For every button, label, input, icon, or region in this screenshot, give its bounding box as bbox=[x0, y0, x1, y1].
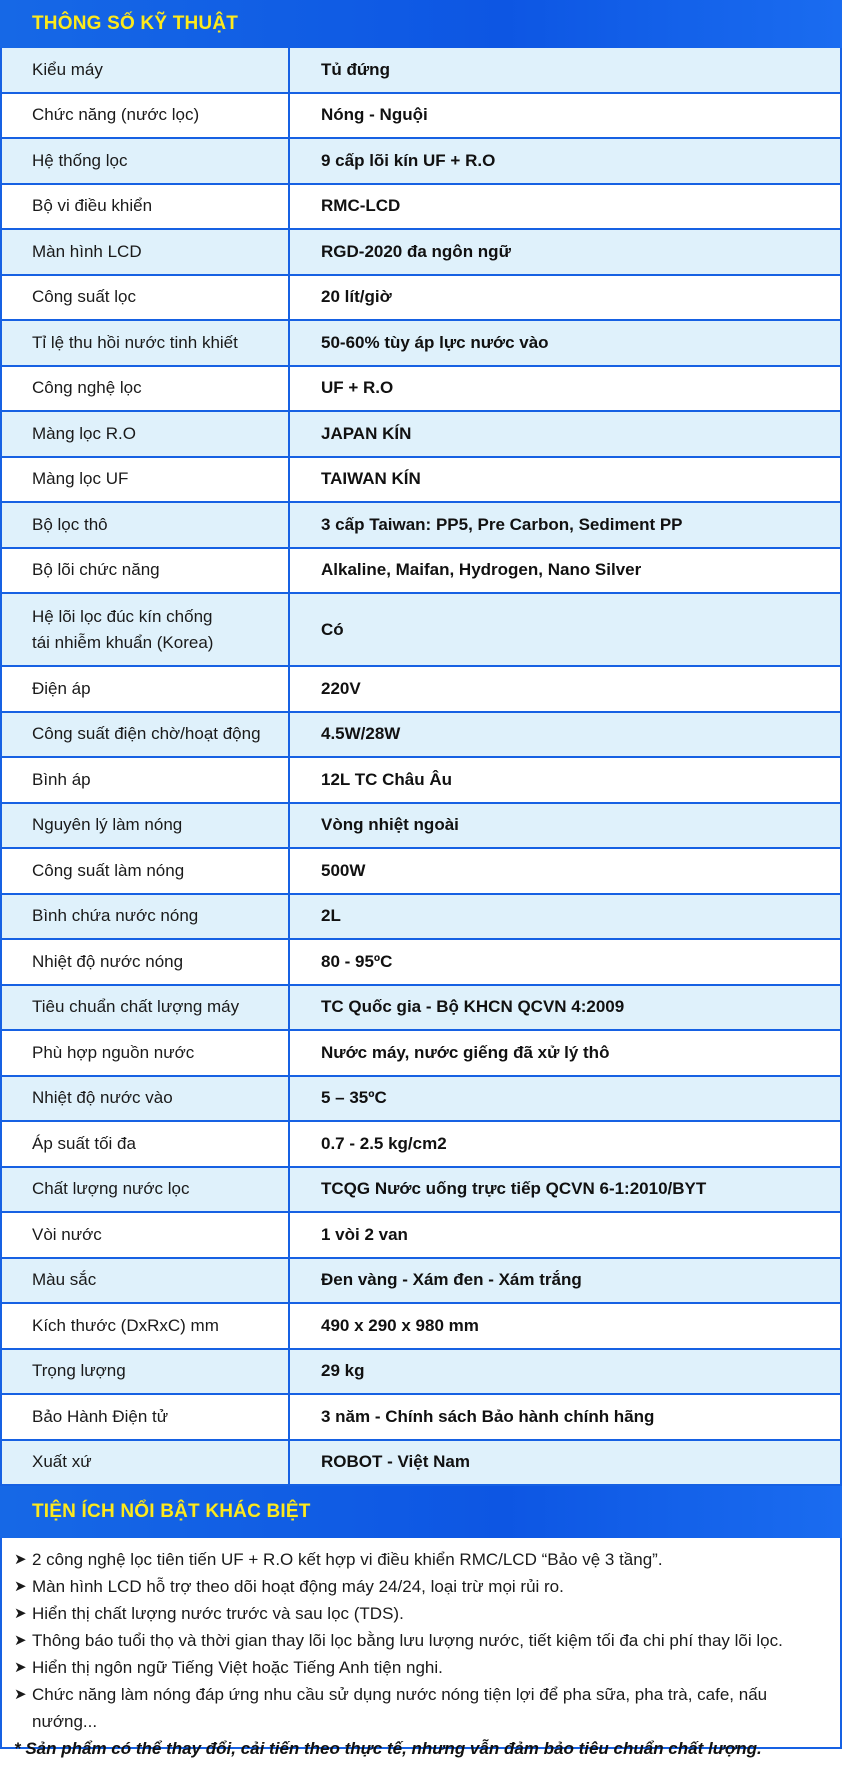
spec-label: Màng lọc R.O bbox=[2, 412, 290, 456]
spec-value: TC Quốc gia - Bộ KHCN QCVN 4:2009 bbox=[321, 997, 625, 1017]
spec-value: TAIWAN KÍN bbox=[321, 469, 421, 489]
benefit-item bbox=[14, 1573, 830, 1600]
benefits-section bbox=[0, 1486, 842, 1758]
disclaimer-note: * Sản phẩm có thể thay đổi, cải tiến theo thực tế, nhưng vẫn đảm bảo tiêu chuẩn chất lượng. bbox=[14, 1739, 762, 1758]
spec-row bbox=[2, 412, 840, 458]
spec-value: 3 cấp Taiwan: PP5, Pre Carbon, Sediment PP bbox=[321, 514, 683, 534]
benefit-text: Màn hình LCD hỗ trợ theo dõi hoạt động máy 24/24, loại trừ mọi rủi ro. bbox=[32, 1577, 564, 1596]
spec-label: Trọng lượng bbox=[2, 1350, 290, 1394]
spec-value: Tủ đứng bbox=[321, 59, 390, 79]
spec-value: 3 năm - Chính sách Bảo hành chính hãng bbox=[321, 1406, 655, 1426]
benefits-list bbox=[0, 1538, 842, 1758]
spec-value: 50-60% tùy áp lực nước vào bbox=[321, 332, 549, 352]
spec-row bbox=[2, 1259, 840, 1305]
spec-row bbox=[2, 1168, 840, 1214]
benefits-title: TIỆN ÍCH NỔI BẬT KHÁC BIỆT bbox=[32, 1501, 311, 1522]
spec-value: RGD-2020 đa ngôn ngữ bbox=[321, 241, 511, 261]
specs-table bbox=[0, 48, 842, 1486]
spec-value: Có bbox=[321, 619, 344, 639]
spec-label: Vòi nước bbox=[2, 1213, 290, 1257]
spec-label: Hệ lõi lọc đúc kín chống tái nhiễm khuẩn (Korea) bbox=[2, 594, 290, 665]
spec-label: Công nghệ lọc bbox=[2, 367, 290, 411]
benefit-item bbox=[14, 1627, 830, 1654]
spec-value: 12L TC Châu Âu bbox=[321, 769, 452, 789]
spec-value: 4.5W/28W bbox=[321, 724, 401, 744]
spec-label: Bộ vi điều khiển bbox=[2, 185, 290, 229]
spec-label: Tiêu chuẩn chất lượng máy bbox=[2, 986, 290, 1030]
spec-value: 0.7 - 2.5 kg/cm2 bbox=[321, 1133, 447, 1153]
spec-label: Điện áp bbox=[2, 667, 290, 711]
spec-label: Kiểu máy bbox=[2, 48, 290, 92]
spec-row bbox=[2, 94, 840, 140]
spec-label: Công suất làm nóng bbox=[2, 849, 290, 893]
spec-value: 5 – 35ºC bbox=[321, 1088, 387, 1108]
benefit-text: 2 công nghệ lọc tiên tiến UF + R.O kết hợp vi điều khiển RMC/LCD “Bảo vệ 3 tầng”. bbox=[32, 1550, 663, 1569]
spec-row bbox=[2, 667, 840, 713]
spec-value: Đen vàng - Xám đen - Xám trắng bbox=[321, 1270, 582, 1290]
spec-row bbox=[2, 713, 840, 759]
benefit-item bbox=[14, 1654, 830, 1681]
spec-row bbox=[2, 1395, 840, 1441]
spec-row bbox=[2, 549, 840, 595]
spec-label: Màng lọc UF bbox=[2, 458, 290, 502]
specs-header bbox=[0, 0, 842, 48]
spec-row bbox=[2, 849, 840, 895]
spec-row bbox=[2, 986, 840, 1032]
spec-row bbox=[2, 804, 840, 850]
chevron-right-icon: ➤ bbox=[14, 1551, 27, 1568]
spec-value: 490 x 290 x 980 mm bbox=[321, 1315, 479, 1335]
spec-label: Công suất điện chờ/hoạt động bbox=[2, 713, 290, 757]
spec-value: ROBOT - Việt Nam bbox=[321, 1452, 470, 1472]
benefit-item bbox=[14, 1681, 830, 1735]
spec-value: Nóng - Nguội bbox=[321, 105, 428, 125]
chevron-right-icon: ➤ bbox=[14, 1659, 27, 1676]
chevron-right-icon: ➤ bbox=[14, 1605, 27, 1622]
benefit-text: Hiển thị chất lượng nước trước và sau lọc (TDS). bbox=[32, 1604, 404, 1623]
spec-value: UF + R.O bbox=[321, 378, 394, 398]
spec-value: 220V bbox=[321, 678, 361, 698]
spec-label: Nhiệt độ nước nóng bbox=[2, 940, 290, 984]
spec-label: Phù hợp nguồn nước bbox=[2, 1031, 290, 1075]
spec-row bbox=[2, 1350, 840, 1396]
spec-label: Bộ lõi chức năng bbox=[2, 549, 290, 593]
spec-row bbox=[2, 1213, 840, 1259]
spec-row bbox=[2, 940, 840, 986]
spec-value: 500W bbox=[321, 860, 366, 880]
spec-label: Công suất lọc bbox=[2, 276, 290, 320]
spec-row bbox=[2, 276, 840, 322]
spec-label: Bình chứa nước nóng bbox=[2, 895, 290, 939]
chevron-right-icon: ➤ bbox=[14, 1632, 27, 1649]
chevron-right-icon: ➤ bbox=[14, 1686, 27, 1703]
spec-value: Alkaline, Maifan, Hydrogen, Nano Silver bbox=[321, 560, 642, 580]
chevron-right-icon: ➤ bbox=[14, 1578, 27, 1595]
spec-label: Bộ lọc thô bbox=[2, 503, 290, 547]
benefit-text: Thông báo tuổi thọ và thời gian thay lõi lọc bằng lưu lượng nước, tiết kiệm tối đa chi phí thay lõi lọc. bbox=[32, 1631, 783, 1650]
spec-value: 9 cấp lõi kín UF + R.O bbox=[321, 150, 496, 170]
benefit-item bbox=[14, 1546, 830, 1573]
benefit-text: Hiển thị ngôn ngữ Tiếng Việt hoặc Tiếng Anh tiện nghi. bbox=[32, 1658, 443, 1677]
spec-label: Bảo Hành Điện tử bbox=[2, 1395, 290, 1439]
spec-row bbox=[2, 503, 840, 549]
specs-title: THÔNG SỐ KỸ THUẬT bbox=[32, 13, 239, 34]
spec-label: Nguyên lý làm nóng bbox=[2, 804, 290, 848]
spec-value: 2L bbox=[321, 906, 341, 926]
spec-value: 20 lít/giờ bbox=[321, 287, 392, 307]
spec-value: 1 vòi 2 van bbox=[321, 1224, 408, 1244]
spec-label: Nhiệt độ nước vào bbox=[2, 1077, 290, 1121]
spec-value: RMC-LCD bbox=[321, 196, 401, 216]
spec-row bbox=[2, 139, 840, 185]
spec-row bbox=[2, 48, 840, 94]
spec-row bbox=[2, 1441, 840, 1487]
benefit-text: Chức năng làm nóng đáp ứng nhu cầu sử dụng nước nóng tiện lợi để pha sữa, pha trà, cafe, nấu nướng... bbox=[32, 1685, 768, 1731]
spec-row bbox=[2, 1304, 840, 1350]
spec-row bbox=[2, 895, 840, 941]
spec-value: 80 - 95ºC bbox=[321, 951, 393, 971]
spec-label: Tỉ lệ thu hồi nước tinh khiết bbox=[2, 321, 290, 365]
spec-label: Màn hình LCD bbox=[2, 230, 290, 274]
spec-value: Vòng nhiệt ngoài bbox=[321, 815, 459, 835]
benefits-header bbox=[0, 1486, 842, 1538]
spec-label: Xuất xứ bbox=[2, 1441, 290, 1485]
spec-label: Hệ thống lọc bbox=[2, 139, 290, 183]
spec-row bbox=[2, 458, 840, 504]
spec-row bbox=[2, 321, 840, 367]
spec-row bbox=[2, 1077, 840, 1123]
benefit-item bbox=[14, 1600, 830, 1627]
spec-value: Nước máy, nước giếng đã xử lý thô bbox=[321, 1042, 610, 1062]
spec-label: Kích thước (DxRxC) mm bbox=[2, 1304, 290, 1348]
spec-row bbox=[2, 594, 840, 667]
spec-label: Chức năng (nước lọc) bbox=[2, 94, 290, 138]
spec-row bbox=[2, 367, 840, 413]
spec-value: JAPAN KÍN bbox=[321, 423, 412, 443]
spec-label: Bình áp bbox=[2, 758, 290, 802]
spec-row bbox=[2, 1122, 840, 1168]
spec-row bbox=[2, 758, 840, 804]
spec-value: TCQG Nước uống trực tiếp QCVN 6-1:2010/BYT bbox=[321, 1179, 707, 1199]
spec-row bbox=[2, 230, 840, 276]
spec-label: Áp suất tối đa bbox=[2, 1122, 290, 1166]
spec-row bbox=[2, 185, 840, 231]
spec-label: Chất lượng nước lọc bbox=[2, 1168, 290, 1212]
spec-label: Màu sắc bbox=[2, 1259, 290, 1303]
spec-value: 29 kg bbox=[321, 1361, 365, 1381]
spec-row bbox=[2, 1031, 840, 1077]
